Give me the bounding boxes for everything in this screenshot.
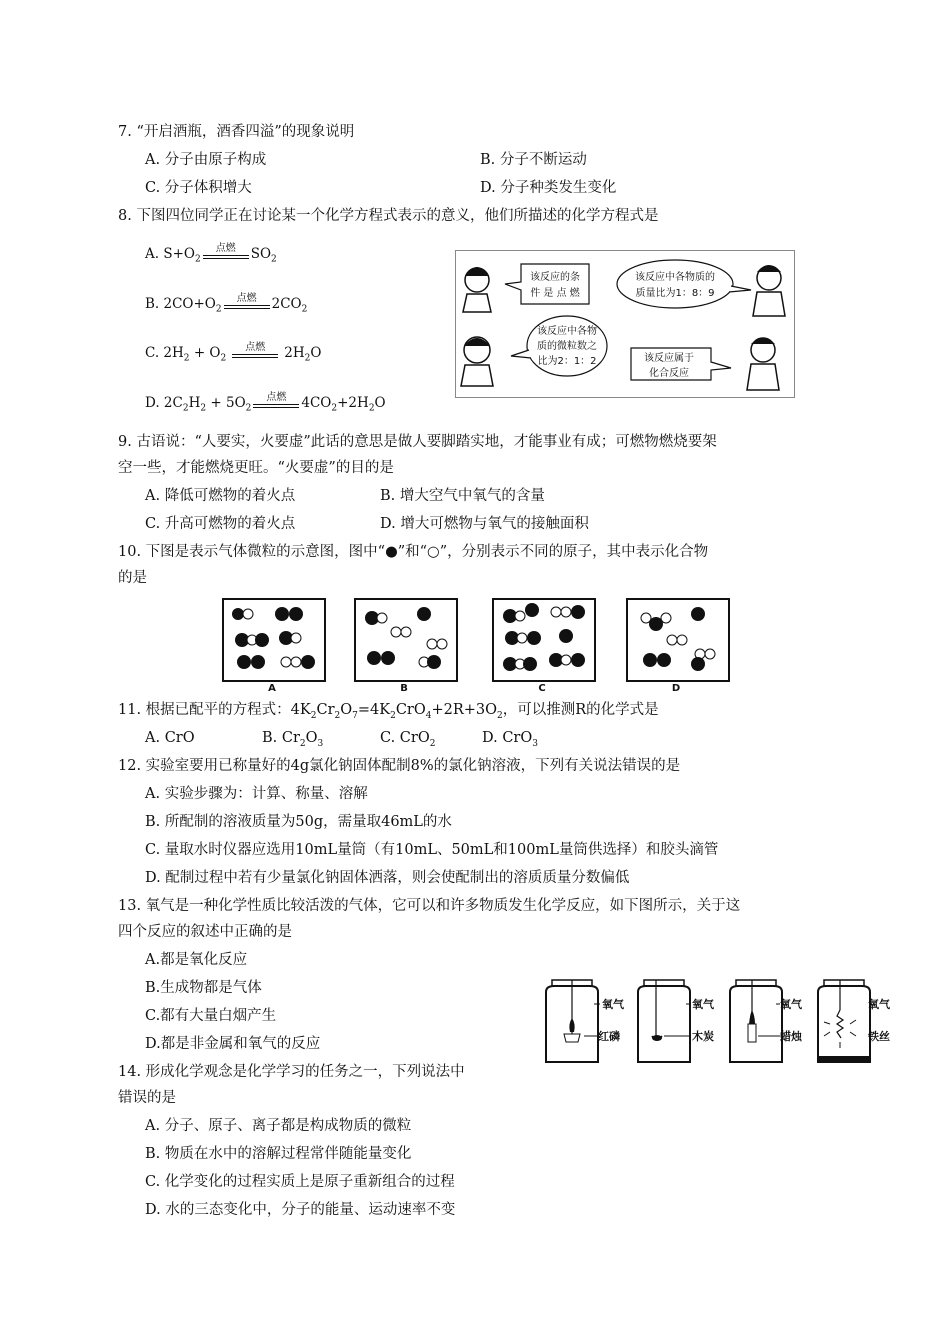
particle-box-label-a: A <box>268 683 276 694</box>
q14-stem-line2: 错误的是 <box>118 1090 176 1106</box>
q12-stem: 12. 实验室要用已称量好的4g氯化钠固体配制8%的氯化钠溶液，下列有关说法错误的是 <box>118 758 681 774</box>
gas-jar-icon <box>818 980 870 1062</box>
q12-option-d: D. 配制过程中若有少量氯化钠固体洒落，则会使配制出的溶质质量分数偏低 <box>145 870 630 886</box>
svg-text:质量比为1：8：9: 质量比为1：8：9 <box>635 288 715 299</box>
svg-text:氧气: 氧气 <box>868 998 890 1011</box>
gas-jar-icon <box>546 980 598 1062</box>
gas-jar-icon <box>730 980 782 1062</box>
reaction-arrow: 点燃 <box>203 248 249 262</box>
q9-stem-line1: 9. 古语说：“人要实，火要虚”此话的意思是做人要脚踏实地，才能事业有成；可燃物燃烧要架 <box>118 434 717 450</box>
particle-box-c <box>492 598 596 682</box>
q14-option-b: B. 物质在水中的溶解过程常伴随能量变化 <box>145 1146 412 1162</box>
svg-text:化合反应: 化合反应 <box>649 368 689 379</box>
svg-text:木炭: 木炭 <box>692 1030 714 1043</box>
q13-stem-line2: 四个反应的叙述中正确的是 <box>118 924 292 940</box>
q10-particle-diagrams <box>220 598 730 698</box>
svg-text:该反应中各物质的: 该反应中各物质的 <box>635 272 715 283</box>
q7-option-a: A. 分子由原子构成 <box>145 152 267 168</box>
q12-option-b: B. 所配制的溶液质量为50g，需量取46mL的水 <box>145 814 452 830</box>
q12-option-a: A. 实验步骤为：计算、称量、溶解 <box>145 786 368 802</box>
svg-text:氧气: 氧气 <box>602 998 624 1011</box>
svg-text:蜡烛: 蜡烛 <box>780 1030 802 1043</box>
q13-stem-line1: 13. 氧气是一种化学性质比较活泼的气体，它可以和许多物质发生化学反应，如下图所示，关于这 <box>118 898 741 914</box>
q7-option-c: C. 分子体积增大 <box>145 180 252 196</box>
q8-stem: 8. 下图四位同学正在讨论某一个化学方程式表示的意义，他们所描述的化学方程式是 <box>118 208 659 224</box>
q9-stem-line2: 空一些，才能燃烧更旺。“火要虚”的目的是 <box>118 460 394 476</box>
q13-option-b: B.生成物都是气体 <box>145 980 262 996</box>
q13-oxygen-reactions-figure <box>540 976 900 1068</box>
q13-option-a: A.都是氧化反应 <box>145 952 248 968</box>
q13-option-c: C.都有大量白烟产生 <box>145 1008 277 1024</box>
q8-option-a: A. $S+O_2$ 点燃 $SO_2$ <box>145 242 277 265</box>
q11-option-a: A. CrO <box>145 730 195 746</box>
q11-stem: 11. 根据已配平的方程式：$4K_2Cr_2O_7=4K_2CrO_4+2R+3O_2$，可以推测R的化学式是 <box>118 702 659 721</box>
q11-option-d: D. CrO$_3$ <box>482 730 538 749</box>
q11-option-c: C. CrO$_2$ <box>380 730 436 749</box>
particle-box-label-d: D <box>671 683 681 694</box>
q9-option-a: A. 降低可燃物的着火点 <box>145 488 296 504</box>
svg-text:件 是 点 燃: 件 是 点 燃 <box>530 288 580 299</box>
svg-text:该反应的条: 该反应的条 <box>530 272 580 283</box>
q7-option-d: D. 分子种类发生变化 <box>480 180 617 196</box>
q10-stem-line2: 的是 <box>118 570 147 586</box>
q9-option-c: C. 升高可燃物的着火点 <box>145 516 296 532</box>
thought-bubble <box>617 260 733 308</box>
particle-box-b <box>354 598 458 682</box>
svg-text:铁丝: 铁丝 <box>868 1030 890 1043</box>
q14-stem-line1: 14. 形成化学观念是化学学习的任务之一，下列说法中 <box>118 1064 465 1080</box>
q8-option-d: D. $2C_2H_2 + 5O_2$ 点燃 $4CO_2+2H_2O$ <box>145 391 386 414</box>
q8-discussion-figure <box>455 250 795 398</box>
svg-text:红磷: 红磷 <box>598 1030 620 1043</box>
reaction-arrow: 点燃 <box>224 298 270 312</box>
q8-option-b: B. $2CO+O_2$ 点燃 $2CO_2$ <box>145 292 308 315</box>
q9-option-b: B. 增大空气中氧气的含量 <box>380 488 545 504</box>
particle-box-label-c: C <box>538 683 546 694</box>
q14-option-d: D. 水的三态变化中，分子的能量、运动速率不变 <box>145 1202 456 1218</box>
q7-option-b: B. 分子不断运动 <box>480 152 587 168</box>
svg-text:该反应属于: 该反应属于 <box>644 353 694 364</box>
reaction-arrow: 点燃 <box>253 397 299 411</box>
q11-option-b: B. $Cr_2O_3$ <box>262 730 324 749</box>
particle-box-label-b: B <box>400 683 408 694</box>
svg-text:氧气: 氧气 <box>692 998 714 1011</box>
svg-text:比为2：1：2: 比为2：1：2 <box>537 356 597 367</box>
reaction-arrow: 点燃 <box>232 347 278 361</box>
q8-option-c: C. $2H_2 + O_2$ 点燃 $2H_2O$ <box>145 341 322 364</box>
particle-box-d <box>626 598 730 682</box>
student-boy-icon <box>747 338 779 390</box>
q9-option-d: D. 增大可燃物与氧气的接触面积 <box>380 516 589 532</box>
svg-text:氧气: 氧气 <box>780 998 802 1011</box>
svg-text:该反应中各物: 该反应中各物 <box>537 326 597 337</box>
svg-text:质的微粒数之: 质的微粒数之 <box>537 341 597 352</box>
q14-option-c: C. 化学变化的过程实质上是原子重新组合的过程 <box>145 1174 455 1190</box>
q14-option-a: A. 分子、原子、离子都是构成物质的微粒 <box>145 1118 412 1134</box>
q10-stem-line1: 10. 下图是表示气体微粒的示意图，图中“●”和“○”，分别表示不同的原子，其中表示化合物 <box>118 544 709 560</box>
particle-box-a <box>222 598 326 682</box>
q7-stem: 7. “开启酒瓶，酒香四溢”的现象说明 <box>118 124 355 140</box>
gas-jar-icon <box>638 980 690 1062</box>
q12-option-c: C. 量取水时仪器应选用10mL量筒（有10mL、50mL和100mL量筒供选择）和胶头滴管 <box>145 842 719 858</box>
q13-option-d: D.都是非金属和氧气的反应 <box>145 1036 321 1052</box>
